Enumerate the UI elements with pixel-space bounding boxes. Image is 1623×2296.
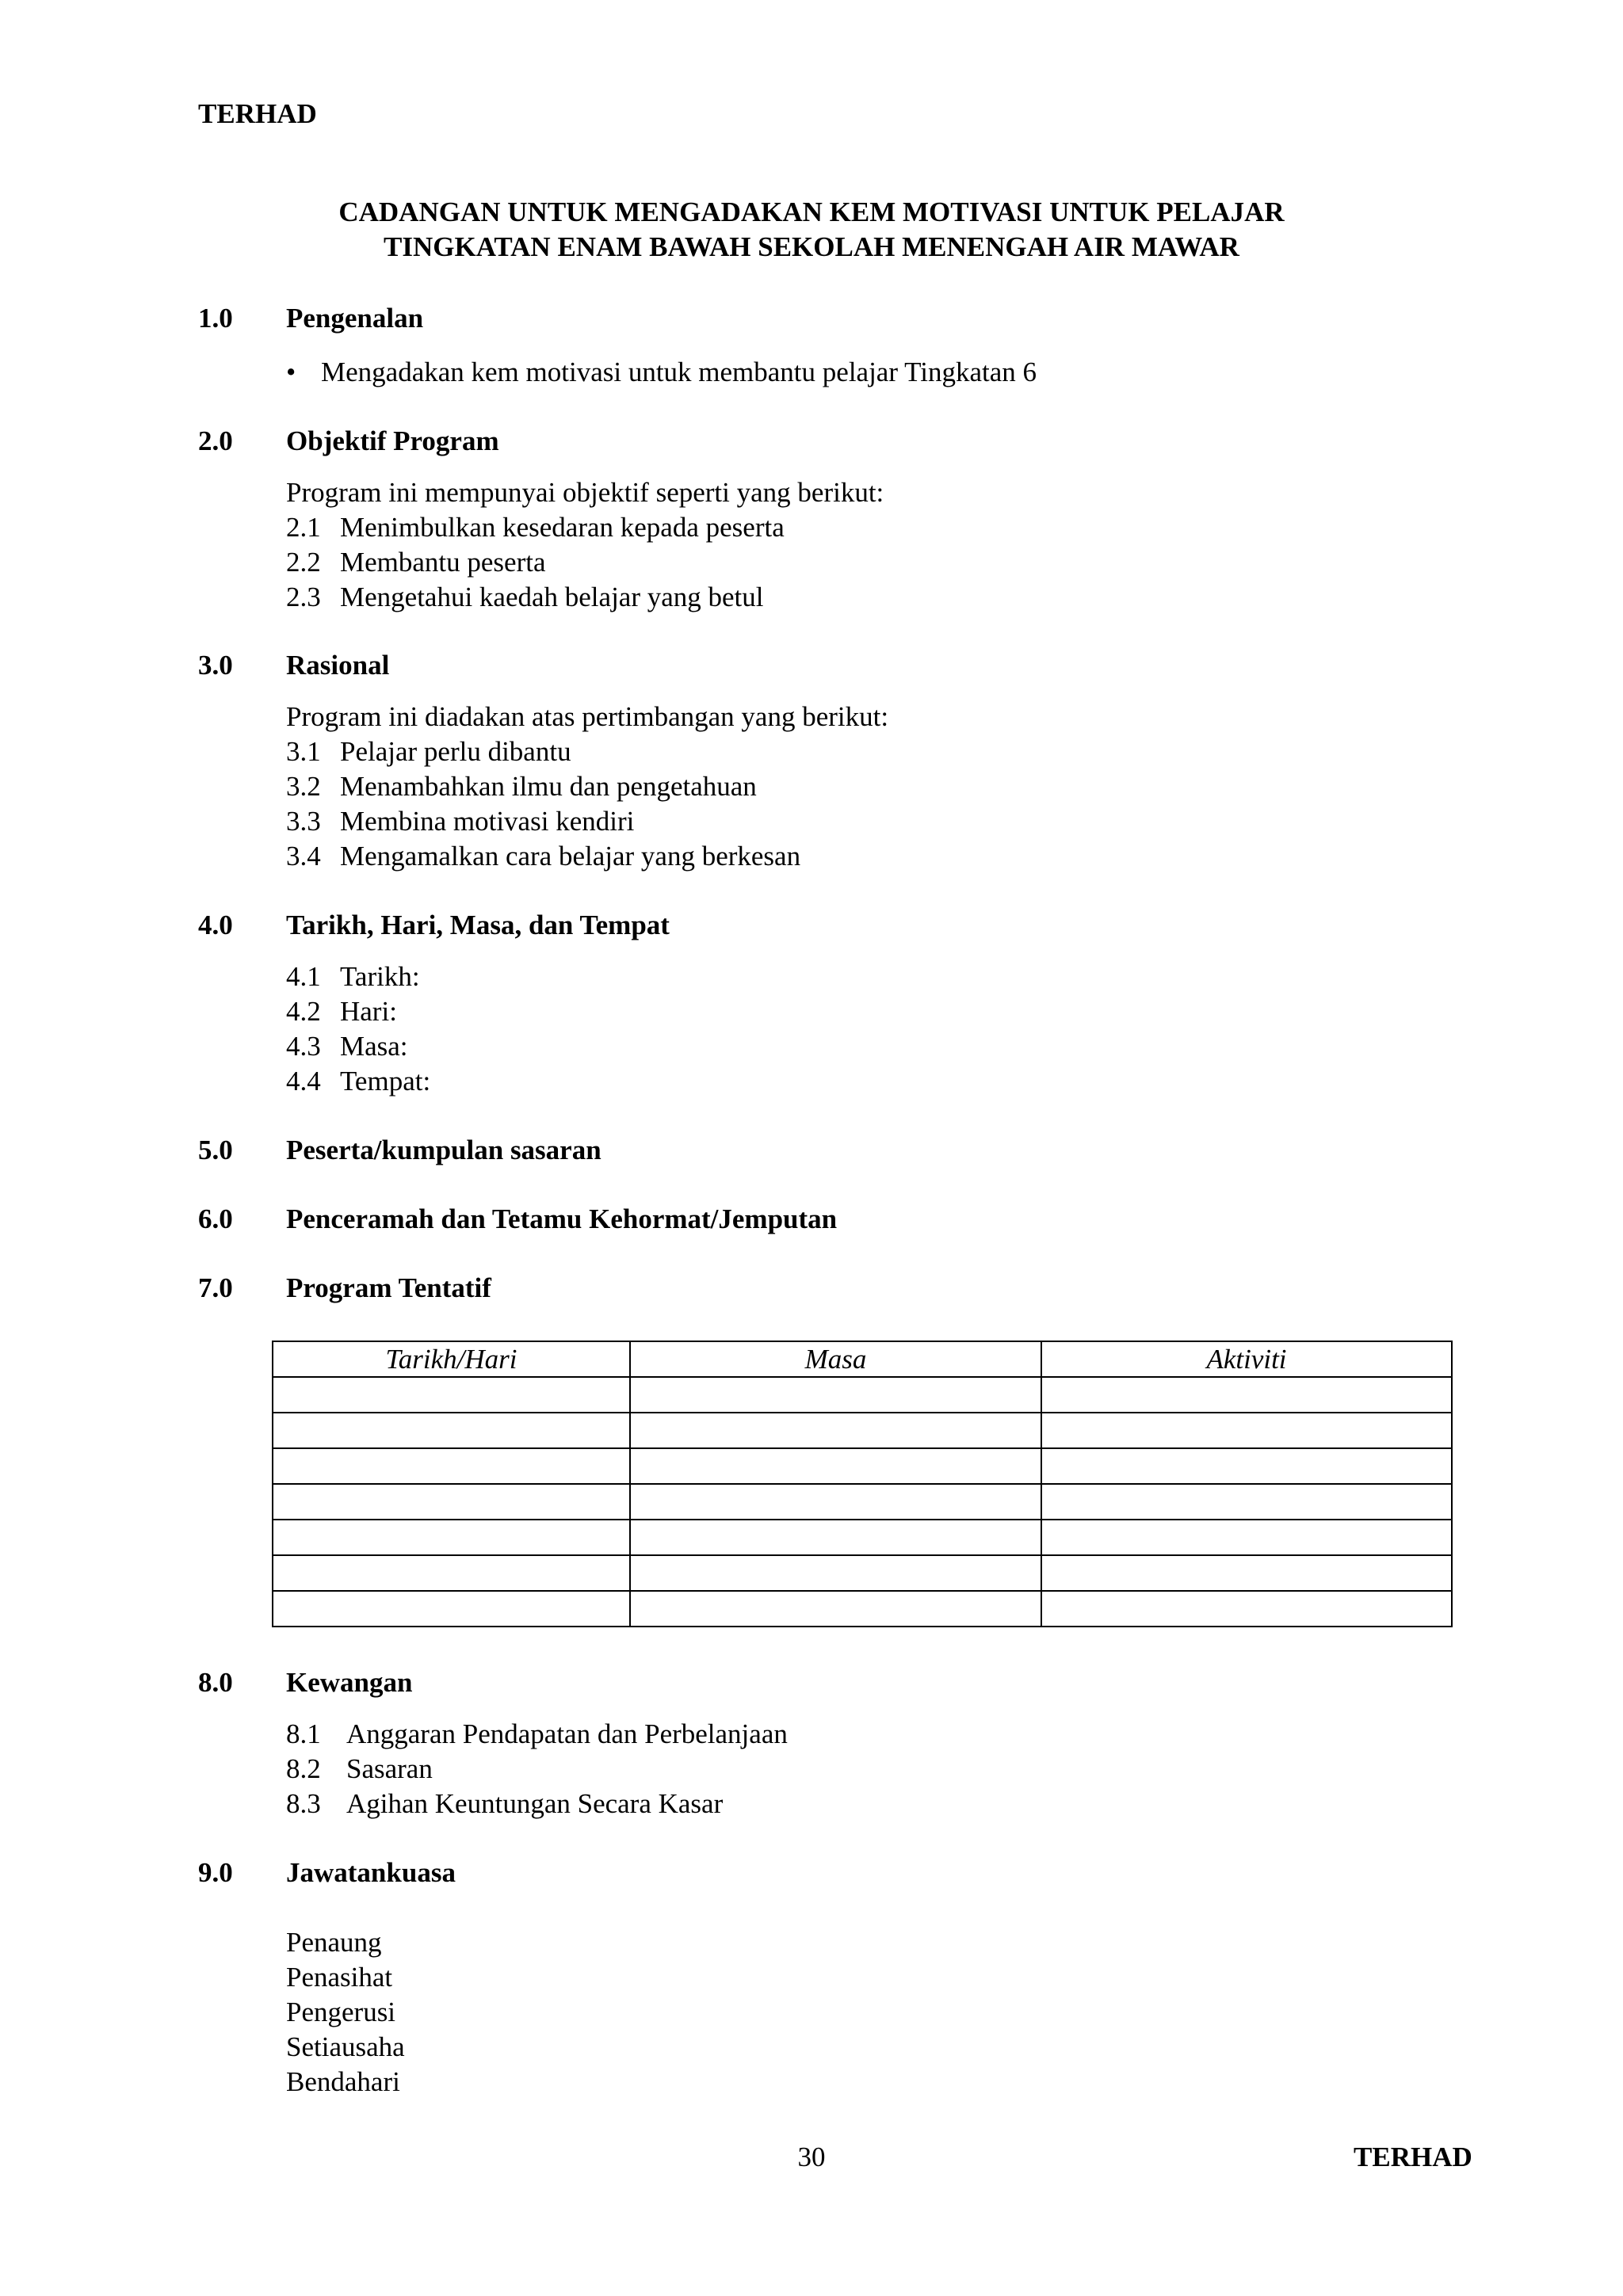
list-item	[286, 547, 546, 578]
header-classification: TERHAD	[198, 98, 317, 129]
item-text: Masa:	[340, 1031, 408, 1062]
item-text: Sasaran	[346, 1753, 433, 1784]
table-body	[273, 1377, 1452, 1627]
section-title: Objektif Program	[286, 425, 499, 456]
table-row	[273, 1520, 1452, 1555]
bullet-item	[286, 357, 1037, 388]
table-cell	[1041, 1484, 1452, 1520]
item-text: Pelajar perlu dibantu	[340, 736, 571, 767]
section-number: 4.0	[198, 910, 233, 940]
table-cell	[630, 1555, 1041, 1591]
item-text: Membina motivasi kendiri	[340, 806, 635, 837]
item-text: Agihan Keuntungan Secara Kasar	[346, 1788, 724, 1819]
item-number: 2.1	[286, 512, 321, 543]
list-item	[286, 582, 764, 613]
table-cell	[1041, 1413, 1452, 1448]
table-cell	[1041, 1377, 1452, 1413]
table-cell	[630, 1448, 1041, 1484]
table-cell	[273, 1520, 630, 1555]
list-item	[286, 771, 757, 803]
list-item	[286, 996, 397, 1028]
item-number: 8.1	[286, 1718, 321, 1749]
item-number: 2.2	[286, 547, 321, 578]
item-number: 8.3	[286, 1788, 321, 1819]
table-row	[273, 1591, 1452, 1627]
table-cell	[630, 1413, 1041, 1448]
bullet-icon: •	[286, 357, 296, 387]
item-text: Anggaran Pendapatan dan Perbelanjaan	[346, 1718, 788, 1749]
item-text: Menimbulkan kesedaran kepada peserta	[340, 512, 785, 543]
table-row	[273, 1413, 1452, 1448]
table-cell	[273, 1555, 630, 1591]
item-text: Mengetahui kaedah belajar yang betul	[340, 582, 764, 612]
section-title: Tarikh, Hari, Masa, dan Tempat	[286, 910, 670, 940]
item-text: Mengamalkan cara belajar yang berkesan	[340, 841, 801, 871]
committee-role: Penasihat	[286, 1962, 393, 1993]
footer-classification: TERHAD	[1354, 2142, 1472, 2172]
section-number: 9.0	[198, 1857, 233, 1888]
section-number: 2.0	[198, 425, 233, 456]
table-header-row	[273, 1341, 1452, 1377]
section-title: Pengenalan	[286, 303, 424, 334]
section-title: Rasional	[286, 650, 390, 681]
item-number: 8.2	[286, 1753, 321, 1784]
table-cell	[273, 1377, 630, 1413]
section-title: Jawatankuasa	[286, 1857, 456, 1888]
item-text: Tarikh:	[340, 961, 420, 992]
document-title-line1: CADANGAN UNTUK MENGADAKAN KEM MOTIVASI UNTUK PELAJAR	[338, 196, 1285, 227]
section-title: Kewangan	[286, 1667, 413, 1698]
section-number: 8.0	[198, 1667, 233, 1698]
section-intro: Program ini mempunyai objektif seperti yang berikut:	[286, 477, 884, 508]
column-header-activity: Aktiviti	[1041, 1341, 1452, 1377]
table-cell	[630, 1377, 1041, 1413]
table-row	[273, 1555, 1452, 1591]
table-cell	[630, 1591, 1041, 1627]
table-cell	[273, 1591, 630, 1627]
list-item	[286, 841, 800, 872]
table-cell	[1041, 1591, 1452, 1627]
list-item	[286, 961, 420, 993]
section-number: 7.0	[198, 1272, 233, 1303]
item-text: Membantu peserta	[340, 547, 546, 578]
item-number: 4.1	[286, 961, 321, 992]
list-item	[286, 1031, 408, 1062]
item-number: 4.4	[286, 1066, 321, 1097]
column-header-date-day: Tarikh/Hari	[273, 1341, 630, 1377]
section-number: 3.0	[198, 650, 233, 681]
tentative-program-table	[272, 1341, 1453, 1627]
item-text: Hari:	[340, 996, 397, 1027]
section-number: 5.0	[198, 1135, 233, 1165]
table-cell	[273, 1448, 630, 1484]
table-cell	[1041, 1555, 1452, 1591]
list-item	[286, 512, 785, 543]
item-number: 3.2	[286, 771, 321, 802]
bullet-text: Mengadakan kem motivasi untuk membantu pelajar Tingkatan 6	[321, 357, 1037, 387]
section-title: Peserta/kumpulan sasaran	[286, 1135, 601, 1165]
table-cell	[273, 1484, 630, 1520]
item-number: 4.2	[286, 996, 321, 1027]
list-item	[286, 1753, 433, 1785]
item-number: 2.3	[286, 582, 321, 612]
list-item	[286, 736, 571, 768]
table-row	[273, 1377, 1452, 1413]
section-number: 6.0	[198, 1203, 233, 1234]
section-title: Program Tentatif	[286, 1272, 491, 1303]
table-cell	[1041, 1520, 1452, 1555]
list-item	[286, 1718, 788, 1750]
committee-role: Bendahari	[286, 2066, 400, 2097]
table-cell	[273, 1413, 630, 1448]
committee-role: Penaung	[286, 1927, 382, 1958]
section-title: Penceramah dan Tetamu Kehormat/Jemputan	[286, 1203, 838, 1234]
item-number: 3.4	[286, 841, 321, 871]
table-row	[273, 1484, 1452, 1520]
item-number: 4.3	[286, 1031, 321, 1062]
page-number: 30	[797, 2142, 826, 2172]
item-number: 3.1	[286, 736, 321, 767]
list-item	[286, 806, 634, 837]
item-text: Menambahkan ilmu dan pengetahuan	[340, 771, 757, 802]
committee-role: Setiausaha	[286, 2031, 405, 2062]
column-header-time: Masa	[630, 1341, 1041, 1377]
committee-role: Pengerusi	[286, 1997, 396, 2027]
table-cell	[630, 1484, 1041, 1520]
item-text: Tempat:	[340, 1066, 431, 1097]
list-item	[286, 1788, 723, 1820]
table-row	[273, 1448, 1452, 1484]
table-cell	[630, 1520, 1041, 1555]
list-item	[286, 1066, 430, 1097]
section-number: 1.0	[198, 303, 233, 334]
document-title-line2: TINGKATAN ENAM BAWAH SEKOLAH MENENGAH AIR MAWAR	[384, 231, 1239, 262]
item-number: 3.3	[286, 806, 321, 837]
section-intro: Program ini diadakan atas pertimbangan yang berikut:	[286, 701, 889, 732]
table-cell	[1041, 1448, 1452, 1484]
